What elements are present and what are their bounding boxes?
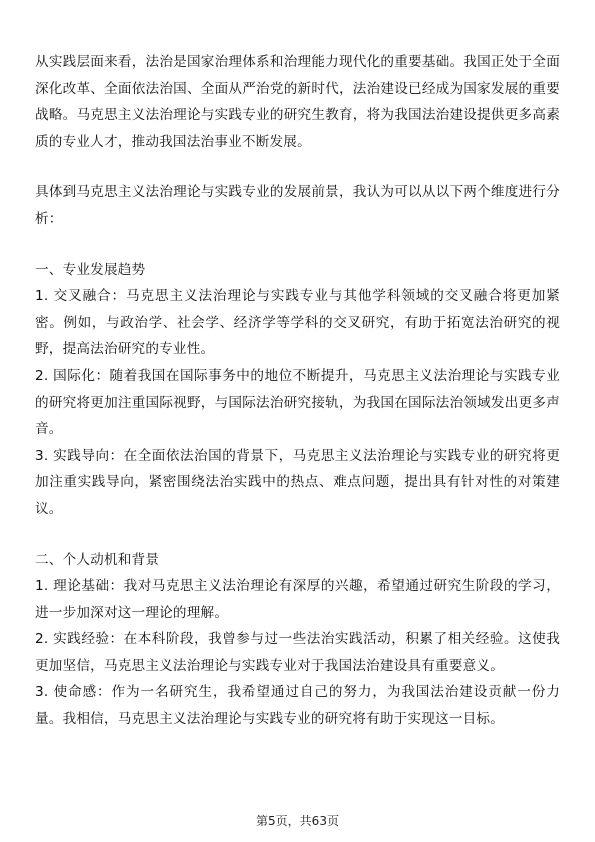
- section-heading-motivation: 二、个人动机和背景: [35, 551, 160, 568]
- section-heading-trends: 一、专业发展趋势: [35, 261, 146, 278]
- list-item: 3. 使命感：作为一名研究生，我希望通过自己的努力，为我国法治建设贡献一份力量。我相信，马克思主义法治理论与实践专业的研究将有助于实现这一目标。: [35, 684, 560, 728]
- list-item: 1. 交叉融合：马克思主义法治理论与实践专业与其他学科领域的交叉融合将更加紧密。例如，与政治学、社会学、经济学等学科的交叉研究，有助于拓宽法治研究的视野，提高法治研究的专业性。: [35, 288, 560, 358]
- list-item: 2. 国际化：随着我国在国际事务中的地位不断提升，马克思主义法治理论与实践专业的研究将更加注重国际视野，与国际法治研究接轨，为我国在国际法治领域发出更多声音。: [35, 367, 560, 438]
- list-item: 2. 实践经验：在本科阶段，我曾参与过一些法治实践活动，积累了相关经验。这使我更加坚信，马克思主义法治理论与实践专业对于我国法治建设具有重要意义。: [35, 631, 560, 674]
- document-body: [35, 49, 560, 733]
- transition-paragraph: 具体到马克思主义法治理论与实践专业的发展前景，我认为可以从以下两个维度进行分析：: [35, 184, 560, 227]
- paragraph-gap: [35, 523, 560, 547]
- paragraph-gap: [35, 155, 560, 179]
- page-number-footer: 第5页，共63页: [256, 814, 339, 828]
- paragraph-gap: [35, 233, 560, 257]
- list-item: 1. 理论基础：我对马克思主义法治理论有深厚的兴趣，希望通过研究生阶段的学习，进一步加深对这一理论的理解。: [35, 578, 560, 621]
- intro-paragraph: 从实践层面来看，法治是国家治理体系和治理能力现代化的重要基础。我国正处于全面深化改革、全面依法治国、全面从严治党的新时代，法治建设已经成为国家发展的重要战略。马克思主义法治理论与实践专业的研究生教育，将为我国法治建设提供更多高素质的专业人才，推动我国法治事业不断发展。: [35, 54, 560, 150]
- list-item: 3. 实践导向：在全面依法治国的背景下，马克思主义法治理论与实践专业的研究将更加注重实践导向，紧密围绕法治实践中的热点、难点问题，提出具有针对性的对策建议。: [35, 447, 560, 517]
